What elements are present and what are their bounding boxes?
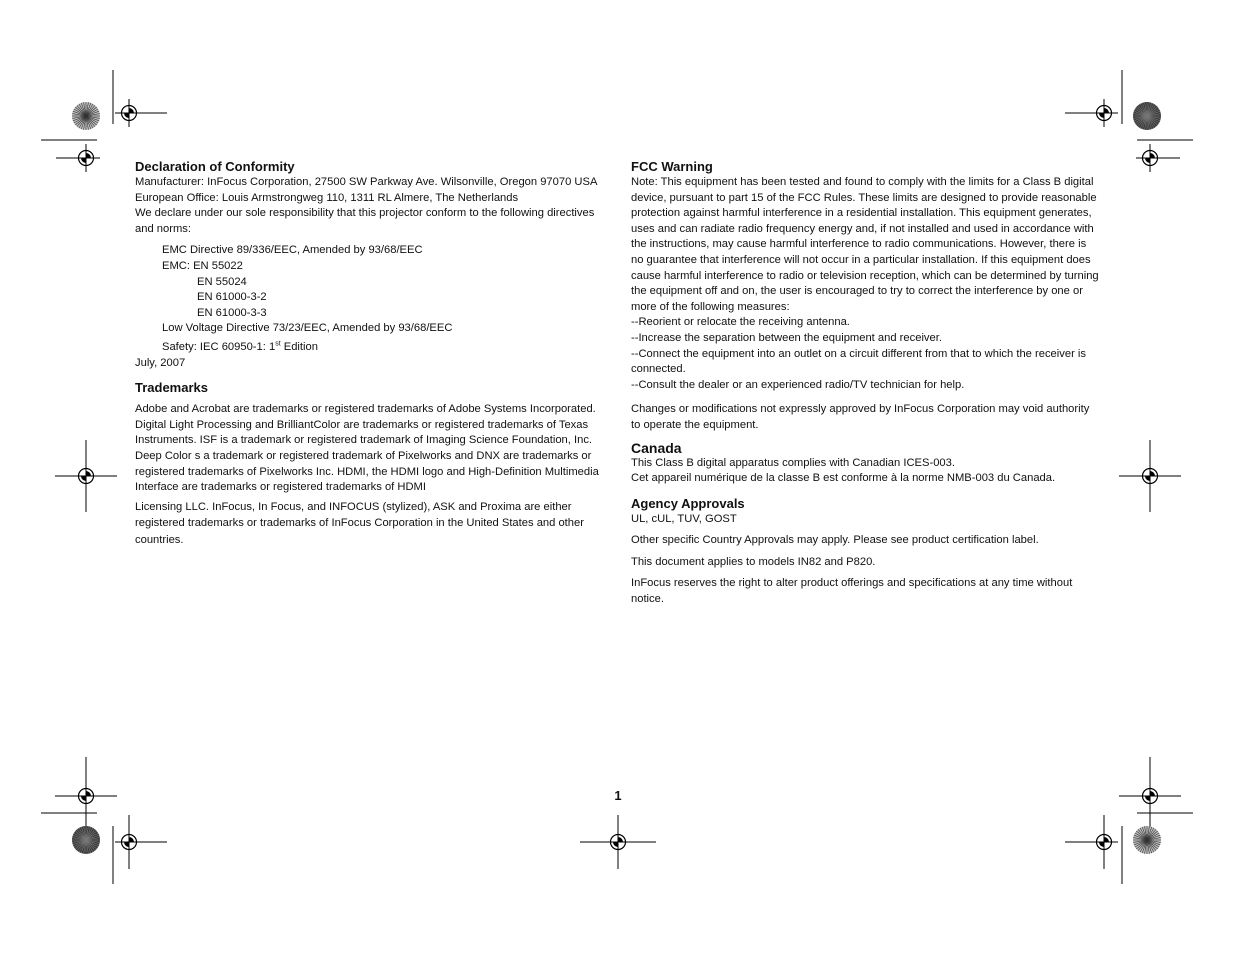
safety-suffix: Edition	[280, 340, 318, 353]
fcc-changes: Changes or modifications not expressly approved by InFocus Corporation may void authority to operate the equipment.	[631, 403, 1090, 431]
starburst-mark	[1133, 826, 1161, 854]
other-approvals: Other specific Country Approvals may apply. Please see product certification label.	[631, 534, 1039, 547]
fcc-heading: FCC Warning	[631, 159, 713, 174]
emc-directive: EMC Directive 89/336/EEC, Amended by 93/68/EEC	[162, 244, 423, 257]
canada-heading: Canada	[631, 439, 682, 456]
european-office-text: European Office: Louis Armstrongweg 110, 1311 RL Almere, The Netherlands	[135, 191, 519, 204]
starburst-mark	[1133, 102, 1161, 130]
models-note: This document applies to models IN82 and P820.	[631, 555, 876, 568]
norm-item: EN 61000-3-3	[197, 306, 267, 319]
fcc-note: Note: This equipment has been tested and found to comply with the limits for a Class B digital device, pursuant to part 15 of the FCC Rules. These limits are designed to provide reasonable protection against harmful interference in a residential installation. This equipment generates, uses and can radiate radio frequency energy and, if not installed and used in accordance with the instructions, may cause harmful interference to radio communications. However, there is no guarantee that interference will not occur in a particular installation. If this equipment does cause harmful interference to radio or television reception, which can be determined by turning the equipment off and on, the user is encouraged to try to correct the interference by one or more of the following measures:	[631, 176, 1099, 313]
safety-superscript: st	[275, 340, 281, 348]
low-voltage-directive: Low Voltage Directive 73/23/EEC, Amended by 93/68/EEC	[162, 322, 453, 335]
fcc-measure: --Reorient or relocate the receiving antenna.	[631, 316, 850, 329]
fcc-measure: --Consult the dealer or an experienced radio/TV technician for help.	[631, 378, 965, 391]
norm-item: EN 55024	[197, 275, 247, 288]
page-number: 1	[614, 788, 622, 803]
declaration-date: July, 2007	[135, 356, 186, 369]
trademarks-paragraph-continued: Licensing LLC. InFocus, In Focus, and INFOCUS (stylized), ASK and Proxima are either registered trademarks or trademarks of InFocus Corporation in the United States and other countries.	[135, 500, 584, 546]
starburst-mark	[72, 102, 100, 130]
right-column	[631, 159, 1101, 608]
canada-english: This Class B digital apparatus complies with Canadian ICES-003.	[631, 456, 955, 469]
emc-en: EMC: EN 55022	[162, 259, 243, 272]
norm-item: EN 61000-3-2	[197, 291, 267, 304]
safety-prefix: Safety: IEC 60950-1: 1	[162, 340, 276, 353]
manufacturer-text: Manufacturer: InFocus Corporation, 27500 SW Parkway Ave. Wilsonville, Oregon 97070 USA	[135, 176, 598, 188]
reserves-note: InFocus reserves the right to alter product offerings and specifications at any time without notice.	[631, 577, 1073, 606]
agency-list: UL, cUL, TUV, GOST	[631, 512, 737, 525]
fcc-measure: --Connect the equipment into an outlet on a circuit different from that to which the receiver is connected.	[631, 347, 1086, 376]
trademarks-paragraph: Adobe and Acrobat are trademarks or registered trademarks of Adobe Systems Incorporated. Digital Light Processing and BrilliantColor are trademarks or registered trademarks of Texas Instruments. ISF is a trademark or registered trademark of Imaging Science Foundation, Inc. Deep Color s a trademark or registered trademark of Pixelworks and DNX are trademarks or registered trademarks of Pixelworks Inc. HDMI, the HDMI logo and High-Definition Multimedia Interface are trademarks or registered trademarks of HDMI	[135, 403, 599, 494]
declaration-heading: Declaration of Conformity	[135, 159, 295, 174]
left-column	[135, 159, 607, 548]
declaration-text: We declare under our sole responsibility that this projector conform to the following directives and norms:	[135, 207, 595, 235]
fcc-measure: --Increase the separation between the equipment and receiver.	[631, 331, 942, 344]
canada-french: Cet appareil numérique de la classe B est conforme à la norme NMB-003 du Canada.	[631, 472, 1056, 485]
trademarks-heading: Trademarks	[135, 380, 208, 396]
agency-heading: Agency Approvals	[631, 495, 745, 511]
safety-standard	[135, 340, 607, 356]
starburst-mark	[72, 826, 100, 854]
